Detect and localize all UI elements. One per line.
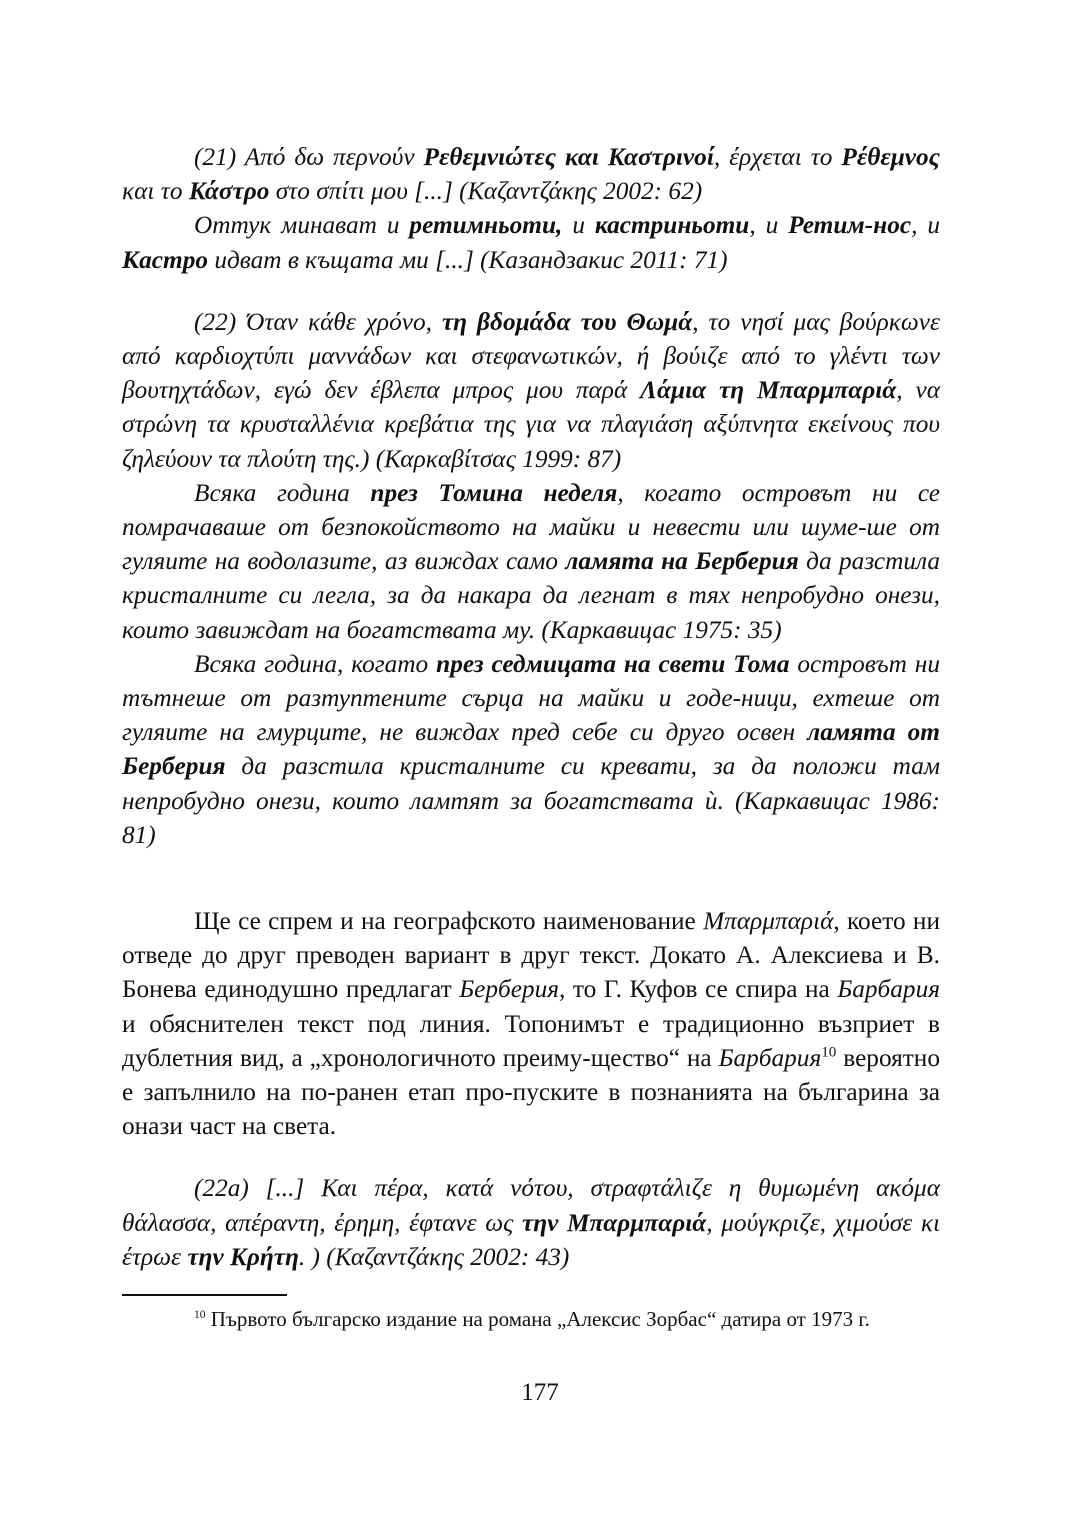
spacer (122, 277, 940, 305)
example-22a: (22a) [...] Και πέρα, κατά νότου, στραφτάλιζε η θυμωμένη ακόμα θάλασσα, απέραντη, έρημη, έφτανε ως την Μπαρμπαριά, μούγκριζε, χιμούσε κι έτρωε την Κρήτη. ) (Καζαντζάκης 2002: 43) (122, 1174, 940, 1271)
body-paragraph: Ще се спрем и на географското наименование Μπαρμπαριά, което ни отведе до друг преводен вариант в друг текст. Докато А. Алексиева и В. Бонева единодушно предлагат Берберия, то Г. Куфов се спира на Барбария и обяснителен текст под линия. Топонимът е традиционно възприет в дублетния вид, а „хронологичното преиму-щество“ на Барбария$^{10}$ вероятно е запълнило на по-ранен етап про-пуските в познанията на българина за онази част на света. (122, 907, 940, 1141)
page-body (122, 140, 940, 1274)
footnote-marker: 10 (194, 1309, 206, 1321)
example-21-bulgarian: Оттук минават и ретимньоти, и кастриньоти, и Ретим-нос, и Кастро идват в къщата ми [...] (Казандзакис 2011: 71) (122, 211, 941, 274)
example-22-greek: (22) Όταν κάθε χρόνο, τη βδομάδα του Θωμά, το νησί μας βούρκωνε από καρδιοχτύπι μαννάδων και στεφανωτικών, ή βούιζε από το γλέντι των βουτηχτάδων, εγώ δεν έβλεπα μπρος μου παρά Λάμια τη Μπαρμπαριά, να στρώνη τα κρυσταλλένια κρεβάτια της για να πλαγιάση αξύπνητα εκείνους που ζηλεύουν τα πλούτη της.) (Καρκαβίτσας 1999: 87) (122, 307, 941, 473)
example-21-greek: (21) Από δω περνούν Ρεθεμνιώτες και Καστρινοί, έρχεται το Ρέθεμνος και το Κάστρο στο σπίτι μου [...] (Καζαντζάκης 2002: 62) (122, 143, 940, 206)
spacer (122, 852, 940, 904)
example-21 (122, 140, 940, 277)
spacer (122, 1143, 940, 1171)
footnote-text: Първото българско издание на романа „Алексис Зорбас“ датира от 1973 г. (205, 1307, 870, 1331)
example-22 (122, 305, 940, 852)
page-number: 177 (521, 1379, 559, 1406)
footnote (122, 1304, 940, 1334)
footnote-separator (122, 1294, 287, 1296)
example-22-bulgarian-1975: Всяка година през Томина неделя, когато островът ни се помрачаваше от безпокойството на майки и невести или шуме-ше от гуляите на водолазите, аз виждах само ламята на Берберия да разстила кристалните си легла, за да накара да легнат в тях непробудно онези, които завиждат на богатствата му. (Каркавицас 1975: 35) (122, 478, 940, 644)
footnote-ref: 10 (821, 1043, 837, 1061)
example-22-bulgarian-1986: Всяка година, когато през седмицата на свети Тома островът ни тътнеше от разтуптените сърца на майки и годе-ници, ехтеше от гуляите на гмурците, не виждах пред себе си друго освен ламята от Берберия да разстила кристалните си кревати, за да положи там непробудно онези, които ламтят за богатствата ѝ. (Каркавицас 1986: 81) (122, 649, 940, 849)
